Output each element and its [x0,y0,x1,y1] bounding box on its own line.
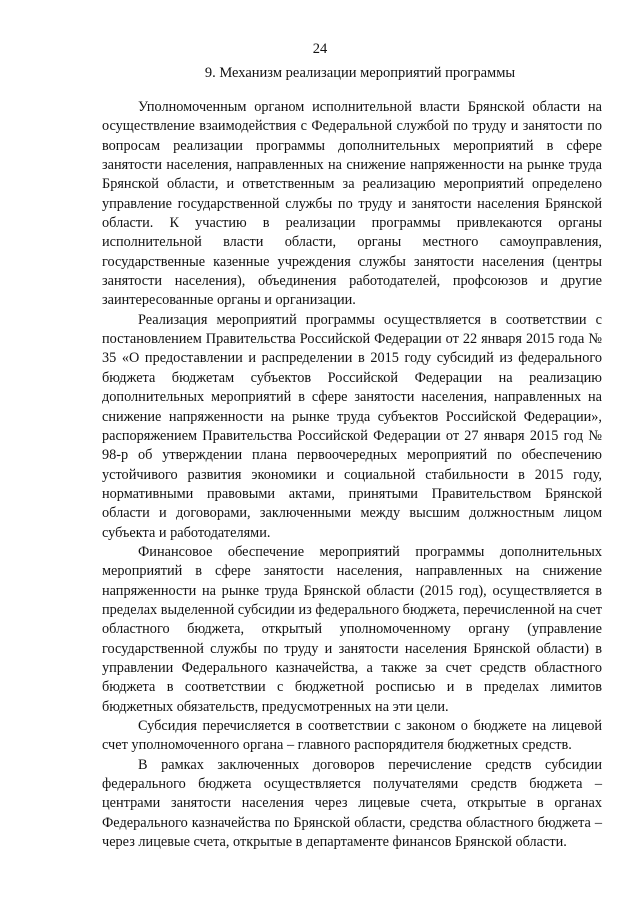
paragraph-financing: Финансовое обеспечение мероприятий программы дополнительных мероприятий в сфере занятости населения, направленных на снижение напряженности на рынке труда Брянской области (2015 год), осуществляется в пределах выделенной субсидии из федерального бюджета, перечисленной на счет областного бюджета, открытый уполномоченному органу (управление государственной службы по труду и занятости населения Брянской области) в управлении Федерального казначейства, а также за счет средств областного бюджета в соответствии с бюджетной росписью и в пределах лимитов бюджетных обязательств, предусмотренных на эти цели. [102,543,603,715]
section-title: 9. Механизм реализации мероприятий программы [204,65,516,81]
paragraph-contract-funds: В рамках заключенных договоров перечисление средств субсидии федерального бюджета осуществляется получателями средств бюджета – центрами занятости населения через лицевые счета, открытые в органах Федерального казначейства по Брянской области, средства областного бюджета – через лицевые счета, открытые в департаменте финансов Брянской области. [102,756,602,851]
page-number: 24 [312,41,328,57]
paragraph-subsidy-transfer: Субсидия перечисляется в соответствии с законом о бюджете на лицевой счет уполномоченного органа – главного распорядителя бюджетных средств. [102,718,602,754]
body-text [102,98,602,852]
paragraph-legal-basis: Реализация мероприятий программы осуществляется в соответствии с постановлением Правительства Российской Федерации от 22 января 2015 года № 35 «О предоставлении и распределении в 2015 году субсидий из федерального бюджета бюджетам субъектов Российской Федерации на реализацию дополнительных мероприятий в сфере занятости населения, направленных на снижение напряженности на рынке труда субъектов Российской Федерации», распоряжением Правительства Российской Федерации от 27 января 2015 год № 98-р об утверждении плана первоочередных мероприятий по обеспечению устойчивого развития экономики и социальной стабильности в 2015 году, нормативными правовыми актами, принятыми Правительством Брянской области и договорами, заключенными между высшим должностным лицом субъекта и работодателями. [102,311,602,541]
paragraph-authorized-body: Уполномоченным органом исполнительной власти Брянской области на осуществление взаимодействия с Федеральной службой по труду и занятости по вопросам реализации программы дополнительных мероприятий в сфере занятости населения, направленных на снижение напряженности на рынке труда Брянской области, и ответственным за реализацию мероприятий определено управление государственной службы по труду и занятости населения Брянской области. К участию в реализации программы привлекаются органы исполнительной власти области, органы местного самоуправления, государственные казенные учреждения службы занятости населения (центры занятости населения), объединения работодателей, профсоюзов и другие заинтересованные органы и организации. [102,99,602,309]
